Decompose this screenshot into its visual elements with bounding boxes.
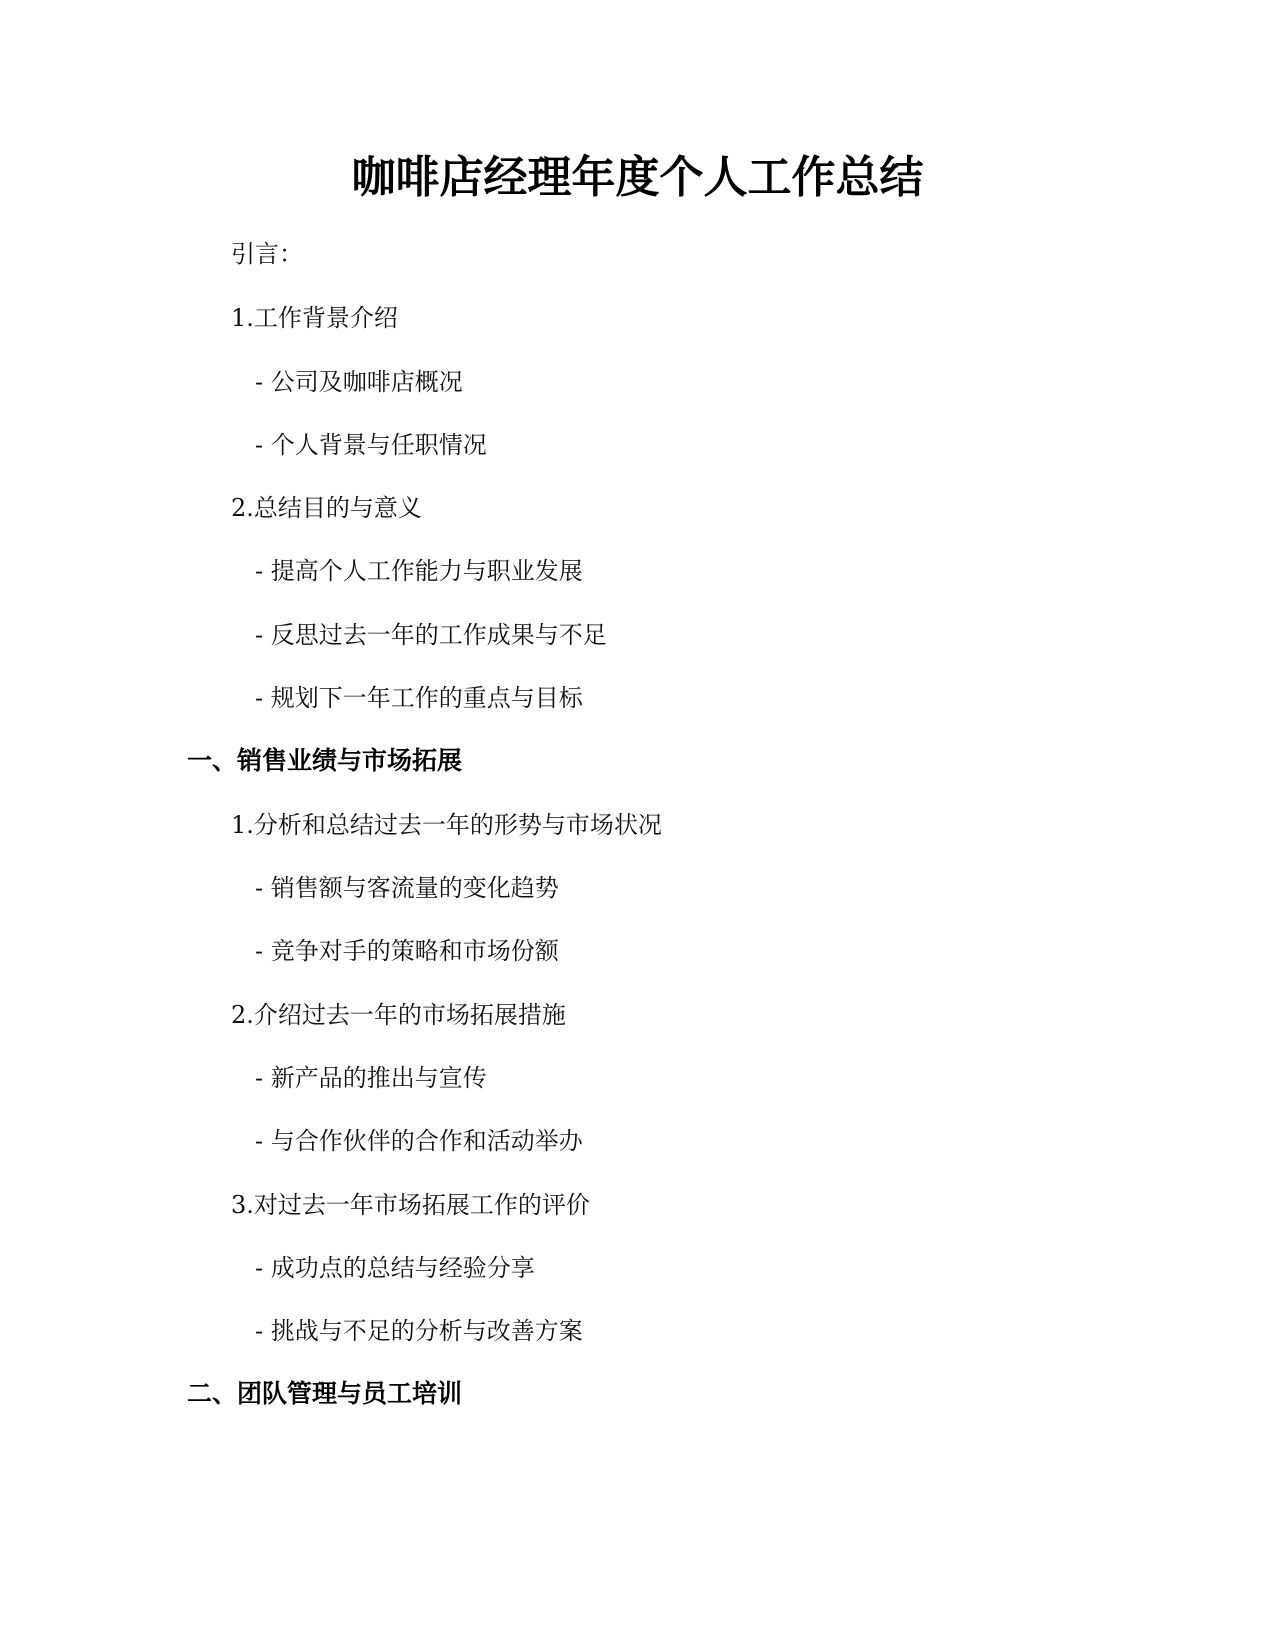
outline-subitem: - 挑战与不足的分析与改善方案 xyxy=(255,1317,583,1345)
outline-subitem: - 成功点的总结与经验分享 xyxy=(255,1254,535,1282)
outline-subitem: - 反思过去一年的工作成果与不足 xyxy=(255,621,607,649)
outline-item: 1.工作背景介绍 xyxy=(231,304,398,332)
outline-subitem: - 销售额与客流量的变化趋势 xyxy=(255,874,559,902)
outline-item: 1.分析和总结过去一年的形势与市场状况 xyxy=(231,811,662,839)
outline-subitem: - 提高个人工作能力与职业发展 xyxy=(255,557,583,585)
outline-subitem: - 个人背景与任职情况 xyxy=(255,431,487,459)
outline-subitem: - 与合作伙伴的合作和活动举办 xyxy=(255,1127,583,1155)
section-heading: 一、销售业绩与市场拓展 xyxy=(187,746,463,775)
outline-subitem: - 竞争对手的策略和市场份额 xyxy=(255,937,559,965)
outline-subitem: - 规划下一年工作的重点与目标 xyxy=(255,684,583,712)
outline-item: 2.介绍过去一年的市场拓展措施 xyxy=(231,1001,566,1029)
page-title: 咖啡店经理年度个人工作总结 xyxy=(351,152,924,203)
section-heading: 二、团队管理与员工培训 xyxy=(187,1379,463,1408)
outline-subitem: - 公司及咖啡店概况 xyxy=(255,368,463,396)
outline-item: 3.对过去一年市场拓展工作的评价 xyxy=(231,1191,590,1219)
intro-label: 引言： xyxy=(231,240,303,268)
outline-item: 2.总结目的与意义 xyxy=(231,494,422,522)
outline-subitem: - 新产品的推出与宣传 xyxy=(255,1064,487,1092)
